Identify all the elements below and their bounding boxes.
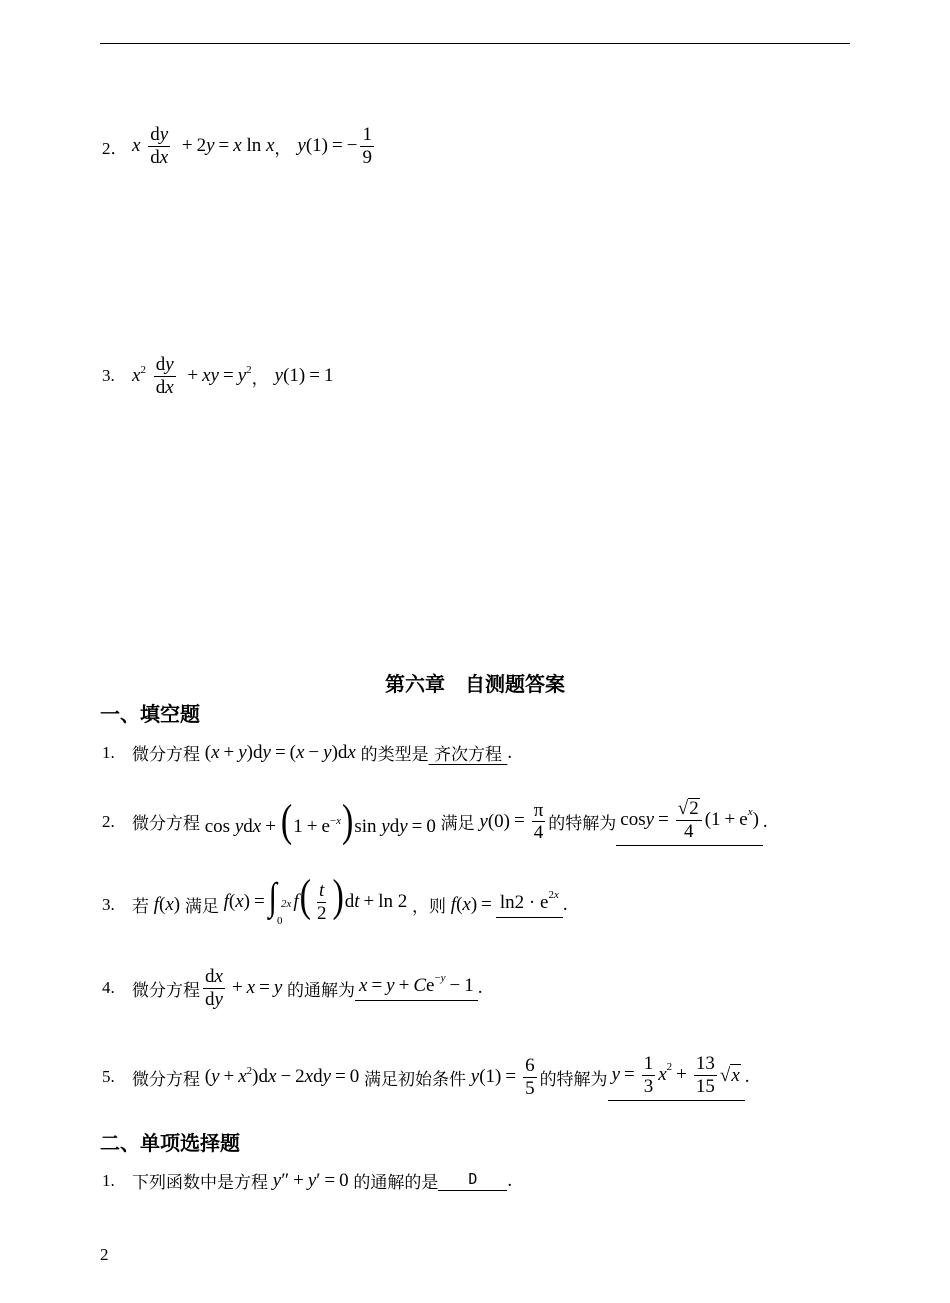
fill-item-4: 4. 微分方程 $\frac{dx}{dy}$ + x = y 的通解为 x = y + C e $^{-y}$ − 1 . [102, 966, 483, 1010]
answer: ln2 · e $^{2x}$ [496, 892, 563, 918]
equation: y″ + y′ = 0 [272, 1169, 354, 1191]
initial-condition: y(1) = − $\frac{1}{9}$ [297, 124, 372, 168]
fill-item-2: 2. 微分方程 cos ydx + $(1 + e^{-x})\sin$ ydy = 0 满足 y(0) = $\frac{\pi}{4}$ 的特解为 cos y = √ 2 4 (1 + e $^x$ ) . [102, 796, 768, 847]
answer: D [438, 1170, 507, 1191]
initial-condition: y(1) = $\frac{6}{5}$ [470, 1055, 535, 1099]
problem-number: 3. [102, 366, 115, 386]
equation: f(x) = ∫ 2x 0 f( $\frac{t}{2}$ )dt + ln 2 [223, 871, 413, 927]
answer: 齐次方程 [434, 745, 502, 765]
equation: x $\frac{dy}{dx}$ + 2y = x ln x [132, 124, 275, 168]
chapter-title: 第六章 自测题答案 [385, 672, 565, 696]
initial-condition: y(1) = 1 [274, 365, 334, 387]
section-single-choice: 二、单项选择题 [100, 1131, 240, 1155]
problem-3: 3. $x^2$ $\frac{dy}{dx}$ + xy = $y^2$ ， y(1) = 1 [102, 354, 334, 398]
problem-number: 2． [102, 138, 128, 158]
fill-item-3: 3. 若 f(x) 满足 f(x) = ∫ 2x 0 f( $\frac{t}{2}$ )dt + ln 2 ，则 f(x) = ln2 · e $^{2x}$ . [102, 880, 568, 929]
equation: $(y + x^2)dx - 2xdy = 0$ [200, 1065, 364, 1088]
answer: y = $\frac{1}{3}$ x $^2$ + $\frac{13}{15}$ √ x [608, 1054, 745, 1101]
problem-2: 2． x $\frac{dy}{dx}$ + 2y = x ln x ， y(1) = − $\frac{1}{9}$ [102, 125, 377, 168]
fill-item-1: 1. 微分方程 (x + y)dy = (x − y)dx 的类型是 齐次方程 . [102, 741, 513, 765]
page-number: 2 [100, 1245, 109, 1264]
equation: $x^2$ $\frac{dy}{dx}$ + xy = $y^2$ [132, 354, 252, 398]
answer: x = y + C e $^{-y}$ − 1 [355, 975, 478, 1001]
equation: (x + y)dy = (x − y)dx [200, 741, 356, 763]
section-fill-blank: 一、填空题 [100, 702, 200, 726]
fill-item-5: 5. 微分方程 $(y + x^2)dx - 2xdy = 0$ 满足初始条件 y(1) = $\frac{6}{5}$ 的特解为 y = $\frac{1}{3}$ x $^2$ + $\frac{13}{15}$ √ x . [102, 1053, 750, 1099]
header-rule [100, 43, 850, 44]
equation: cos ydx + $(1 + e^{-x})\sin$ ydy = 0 [200, 796, 441, 847]
choice-item-1: 1. 下列函数中是方程 y″ + y′ = 0 的通解的是 D . [102, 1169, 513, 1193]
answer: cos y = √ 2 4 (1 + e $^x$ ) [616, 798, 763, 846]
initial-condition: y(0) = $\frac{\pi}{4}$ [479, 799, 544, 844]
equation: $\frac{dx}{dy}$ + x = y [205, 966, 283, 1010]
